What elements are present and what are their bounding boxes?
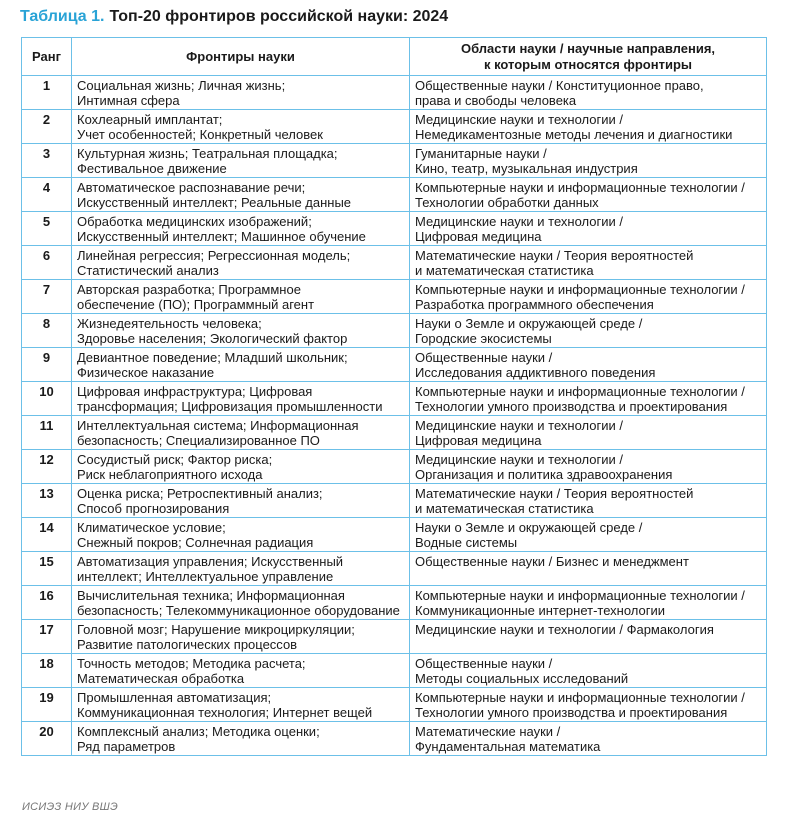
area-cell (410, 280, 767, 314)
area-line: Кино, театр, музыкальная индустрия (415, 161, 638, 176)
area-cell (410, 110, 767, 144)
rank-cell: 6 (22, 246, 72, 280)
area-cell (410, 450, 767, 484)
area-line: Методы социальных исследований (415, 671, 629, 686)
area-line: Технологии умного производства и проектирования (415, 705, 728, 720)
header-areas (410, 38, 767, 76)
rank-cell: 11 (22, 416, 72, 450)
frontier-line: Способ прогнозирования (77, 501, 230, 516)
area-line: Общественные науки / (415, 656, 553, 671)
area-line: Немедикаментозные методы лечения и диагностики (415, 127, 733, 142)
area-line: Математические науки / Теория вероятностей (415, 248, 694, 263)
rank-cell: 4 (22, 178, 72, 212)
frontier-line: Интеллектуальная система; Информационная (77, 418, 359, 433)
frontier-line: Фестивальное движение (77, 161, 227, 176)
frontier-line: Цифровая инфраструктура; Цифровая (77, 384, 313, 399)
table-row (22, 416, 767, 450)
rank-cell: 1 (22, 76, 72, 110)
frontier-cell (72, 246, 410, 280)
area-line: Компьютерные науки и информационные технологии / (415, 588, 745, 603)
frontier-line: безопасность; Специализированное ПО (77, 433, 320, 448)
frontier-cell (72, 552, 410, 586)
frontier-line: Обработка медицинских изображений; (77, 214, 312, 229)
frontier-cell (72, 314, 410, 348)
area-line: Цифровая медицина (415, 229, 542, 244)
frontier-cell (72, 688, 410, 722)
rank-cell: 15 (22, 552, 72, 586)
frontier-cell (72, 76, 410, 110)
area-line: Водные системы (415, 535, 518, 550)
area-cell (410, 586, 767, 620)
rank-cell: 18 (22, 654, 72, 688)
table-row (22, 518, 767, 552)
area-line: Медицинские науки и технологии / (415, 452, 623, 467)
area-line: Коммуникационные интернет-технологии (415, 603, 666, 618)
rank-cell: 2 (22, 110, 72, 144)
frontier-line: Оценка риска; Ретроспективный анализ; (77, 486, 323, 501)
table-row (22, 212, 767, 246)
area-line: Компьютерные науки и информационные технологии / (415, 384, 745, 399)
frontier-line: Девиантное поведение; Младший школьник; (77, 350, 348, 365)
header-frontiers: Фронтиры науки (72, 38, 410, 76)
area-cell (410, 144, 767, 178)
area-line: Разработка программного обеспечения (415, 297, 654, 312)
area-cell (410, 552, 767, 586)
table-row (22, 654, 767, 688)
frontier-cell (72, 416, 410, 450)
area-line: Общественные науки / Бизнес и менеджмент (415, 554, 689, 569)
table-row (22, 178, 767, 212)
frontier-line: Математическая обработка (77, 671, 245, 686)
rank-cell: 13 (22, 484, 72, 518)
area-line: Математические науки / Теория вероятностей (415, 486, 694, 501)
frontier-line: Головной мозг; Нарушение микроциркуляции; (77, 622, 355, 637)
frontier-line: Линейная регрессия; Регрессионная модель; (77, 248, 351, 263)
frontier-line: Авторская разработка; Программное (77, 282, 301, 297)
area-cell (410, 76, 767, 110)
frontier-line: Искусственный интеллект; Машинное обучение (77, 229, 366, 244)
area-cell (410, 212, 767, 246)
frontier-cell (72, 212, 410, 246)
table-caption: Топ-20 фронтиров российской науки: 2024 (109, 8, 449, 25)
header-areas-line1: Области науки / научные направления, (460, 40, 716, 56)
area-cell (410, 620, 767, 654)
area-line: Компьютерные науки и информационные технологии / (415, 180, 745, 195)
frontiers-table (21, 37, 767, 756)
area-line: Общественные науки / (415, 350, 553, 365)
area-line: и математическая статистика (415, 501, 594, 516)
area-cell (410, 654, 767, 688)
rank-cell: 8 (22, 314, 72, 348)
area-line: Компьютерные науки и информационные технологии / (415, 690, 745, 705)
table-title (20, 8, 448, 26)
frontier-line: Интимная сфера (77, 93, 180, 108)
frontier-cell (72, 450, 410, 484)
area-line: Фундаментальная математика (415, 739, 601, 754)
frontier-line: Риск неблагоприятного исхода (77, 467, 263, 482)
rank-cell: 5 (22, 212, 72, 246)
table-row (22, 586, 767, 620)
frontier-cell (72, 722, 410, 756)
area-cell (410, 722, 767, 756)
area-cell (410, 688, 767, 722)
frontier-line: Точность методов; Методика расчета; (77, 656, 306, 671)
rank-cell: 10 (22, 382, 72, 416)
table-row (22, 246, 767, 280)
frontier-line: обеспечение (ПО); Программный агент (77, 297, 315, 312)
frontier-cell (72, 654, 410, 688)
header-rank: Ранг (22, 38, 72, 76)
frontier-line: Развитие патологических процессов (77, 637, 298, 652)
table-row (22, 382, 767, 416)
table-row (22, 620, 767, 654)
table-row (22, 450, 767, 484)
rank-cell: 12 (22, 450, 72, 484)
area-line: Медицинские науки и технологии / Фармакология (415, 622, 714, 637)
area-line: Городские экосистемы (415, 331, 552, 346)
rank-cell: 9 (22, 348, 72, 382)
area-cell (410, 348, 767, 382)
area-cell (410, 518, 767, 552)
table-row (22, 110, 767, 144)
table-row (22, 76, 767, 110)
table-number: Таблица 1. (20, 8, 105, 25)
frontier-line: Культурная жизнь; Театральная площадка; (77, 146, 338, 161)
table-row (22, 280, 767, 314)
frontier-line: интеллект; Интеллектуальное управление (77, 569, 334, 584)
table-row (22, 144, 767, 178)
table-row (22, 722, 767, 756)
frontier-cell (72, 382, 410, 416)
frontier-line: Физическое наказание (77, 365, 215, 380)
frontier-cell (72, 280, 410, 314)
frontier-line: Вычислительная техника; Информационная (77, 588, 345, 603)
area-line: Медицинские науки и технологии / (415, 214, 623, 229)
rank-cell: 20 (22, 722, 72, 756)
area-line: Математические науки / (415, 724, 561, 739)
area-line: Науки о Земле и окружающей среде / (415, 316, 643, 331)
frontier-line: Комплексный анализ; Методика оценки; (77, 724, 320, 739)
area-line: Цифровая медицина (415, 433, 542, 448)
frontier-cell (72, 110, 410, 144)
frontier-cell (72, 484, 410, 518)
frontier-line: Здоровье населения; Экологический фактор (77, 331, 348, 346)
rank-cell: 7 (22, 280, 72, 314)
frontier-cell (72, 620, 410, 654)
area-line: Технологии обработки данных (415, 195, 599, 210)
area-line: Общественные науки / Конституционное право, (415, 78, 704, 93)
area-line: Гуманитарные науки / (415, 146, 547, 161)
area-line: и математическая статистика (415, 263, 594, 278)
area-line: Технологии умного производства и проектирования (415, 399, 728, 414)
frontier-cell (72, 348, 410, 382)
frontier-cell (72, 586, 410, 620)
table-row (22, 484, 767, 518)
frontier-line: Учет особенностей; Конкретный человек (77, 127, 323, 142)
header-areas-line2: к которым относятся фронтиры (483, 56, 693, 72)
frontier-line: Снежный покров; Солнечная радиация (77, 535, 314, 550)
frontier-line: Климатическое условие; (77, 520, 226, 535)
area-cell (410, 382, 767, 416)
frontier-line: Автоматизация управления; Искусственный (77, 554, 344, 569)
frontier-line: Искусственный интеллект; Реальные данные (77, 195, 352, 210)
area-line: Науки о Земле и окружающей среде / (415, 520, 643, 535)
frontier-line: Промышленная автоматизация; (77, 690, 272, 705)
frontier-line: Жизнедеятельность человека; (77, 316, 262, 331)
area-line: права и свободы человека (415, 93, 577, 108)
area-line: Медицинские науки и технологии / (415, 112, 623, 127)
rank-cell: 19 (22, 688, 72, 722)
table-row (22, 688, 767, 722)
frontier-cell (72, 518, 410, 552)
rank-cell: 3 (22, 144, 72, 178)
frontier-line: Автоматическое распознавание речи; (77, 180, 306, 195)
table-row (22, 348, 767, 382)
area-cell (410, 484, 767, 518)
frontier-line: Ряд параметров (77, 739, 176, 754)
frontier-line: Сосудистый риск; Фактор риска; (77, 452, 273, 467)
frontier-cell (72, 144, 410, 178)
frontier-line: Коммуникационная технология; Интернет вещей (77, 705, 373, 720)
rank-cell: 16 (22, 586, 72, 620)
area-line: Исследования аддиктивного поведения (415, 365, 656, 380)
area-cell (410, 246, 767, 280)
header-row (22, 38, 767, 76)
frontier-line: Статистический анализ (77, 263, 219, 278)
frontier-line: Социальная жизнь; Личная жизнь; (77, 78, 286, 93)
area-cell (410, 314, 767, 348)
area-line: Организация и политика здравоохранения (415, 467, 673, 482)
area-line: Компьютерные науки и информационные технологии / (415, 282, 745, 297)
rank-cell: 14 (22, 518, 72, 552)
frontier-line: безопасность; Телекоммуникационное оборудование (77, 603, 400, 618)
area-line: Медицинские науки и технологии / (415, 418, 623, 433)
frontier-line: Кохлеарный имплантат; (77, 112, 223, 127)
rank-cell: 17 (22, 620, 72, 654)
frontier-line: трансформация; Цифровизация промышленности (77, 399, 383, 414)
source-note: ИСИЭЗ НИУ ВШЭ (22, 801, 119, 813)
table-row (22, 552, 767, 586)
table-body (22, 76, 767, 756)
area-cell (410, 178, 767, 212)
area-cell (410, 416, 767, 450)
table-row (22, 314, 767, 348)
frontier-cell (72, 178, 410, 212)
